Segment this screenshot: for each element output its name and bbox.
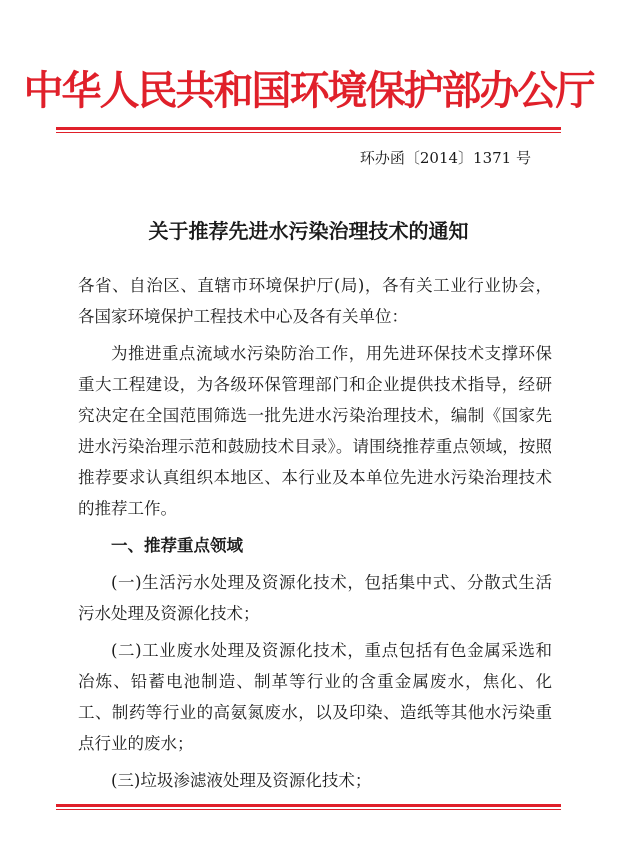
document-body — [78, 270, 552, 802]
addressee-paragraph: 各省、自治区、直辖市环境保护厅(局)，各有关工业行业协会，各国家环境保护工程技术中心及各有关单位： — [78, 276, 552, 326]
header-rule-thick — [56, 127, 561, 130]
section-heading: 一、推荐重点领域 — [111, 536, 243, 555]
footer-rule-thick — [56, 804, 561, 807]
intro-paragraph: 为推进重点流域水污染防治工作，用先进环保技术支撑环保重大工程建设，为各级环保管理部门和企业提供技术指导，经研究决定在全国范围筛选一批先进水污染治理技术，编制《国家先进水污染治理示范和鼓励技术目录》。请围绕推荐重点领域，按照推荐要求认真组织本地区、本行业及本单位先进水污染治理技术的推荐工作。 — [78, 344, 552, 518]
list-item: (一)生活污水处理及资源化技术，包括集中式、分散式生活污水处理及资源化技术； — [78, 573, 552, 623]
list-item: (三)垃圾渗滤液处理及资源化技术； — [111, 771, 372, 790]
issuing-office-header: 中华人民共和国环境保护部办公厅 — [23, 67, 594, 114]
document-number: 环办函〔2014〕1371 号 — [359, 149, 531, 167]
list-item: (二)工业废水处理及资源化技术，重点包括有色金属采选和冶炼、铅蓄电池制造、制革等行业的含重金属废水，焦化、化工、制药等行业的高氨氮废水，以及印染、造纸等其他水污染重点行业的废水； — [78, 641, 552, 753]
footer-rule-thin — [56, 809, 561, 810]
document-title: 关于推荐先进水污染治理技术的通知 — [148, 219, 469, 243]
header-rule-thin — [56, 132, 561, 133]
